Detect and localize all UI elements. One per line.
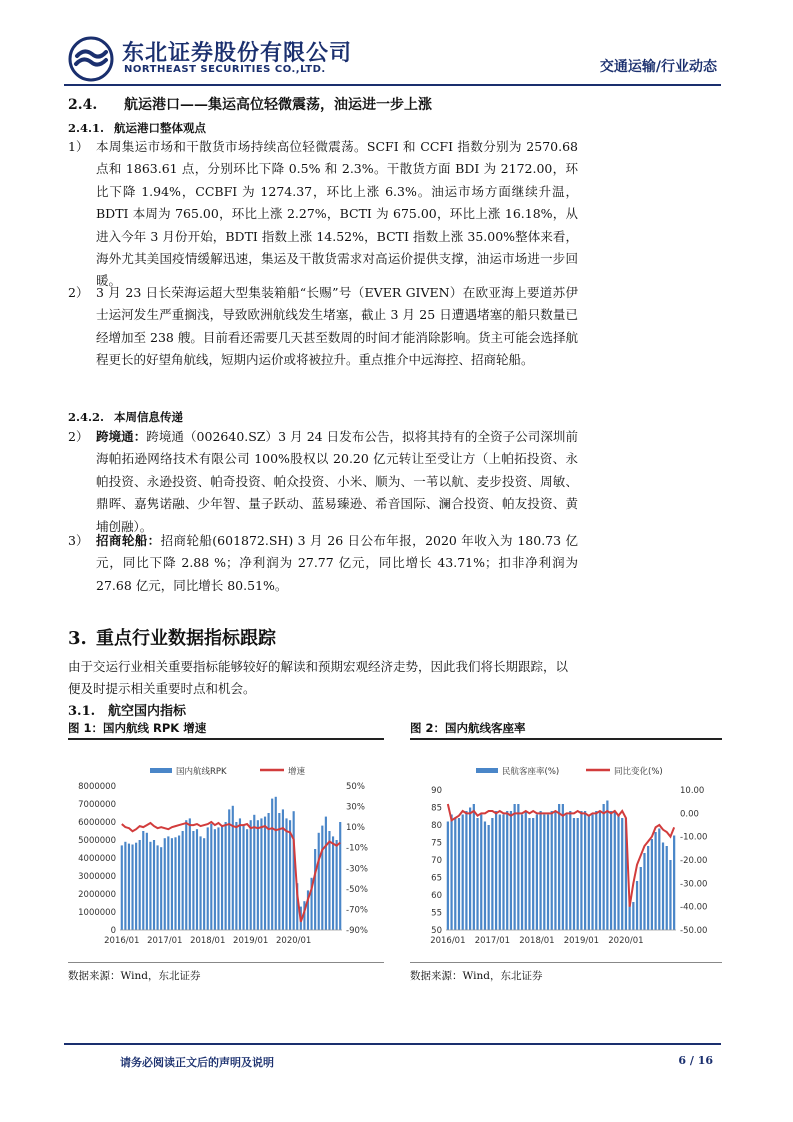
y-tick-label: 1000000 [78, 908, 116, 918]
bar [139, 840, 141, 930]
bar [275, 797, 277, 930]
bar [584, 811, 586, 930]
bar [669, 860, 671, 930]
header-divider [64, 84, 721, 86]
list-item [68, 282, 578, 372]
bar [495, 811, 497, 930]
bar [228, 809, 230, 930]
bar [476, 818, 478, 930]
y-tick-label: 4000000 [78, 854, 116, 864]
y-tick-label: 90 [431, 786, 442, 796]
bar [192, 831, 194, 930]
legend-line-label: 同比变化(%) [614, 767, 663, 777]
bar [235, 822, 237, 930]
y-tick-label: 75 [431, 838, 442, 849]
bar [146, 833, 148, 930]
x-tick-label: 2018/01 [519, 936, 555, 946]
bar [454, 818, 456, 930]
y-tick-label: 60 [431, 891, 442, 901]
y-tick-label: 85 [431, 803, 442, 814]
bar [232, 806, 234, 930]
y-tick-label: 50 [431, 926, 442, 936]
y2-tick-label: 10.00 [680, 786, 705, 796]
bar [314, 849, 316, 930]
list-content: 跨境通（002640.SZ）3 月 24 日发布公告，拟将其持有的全资子公司深圳前海帕拓逊网络技术有限公司 100%股权以 20.20 亿元转让至受让方（上帕拓投资、永帕投资、永逊投资、帕奇投资、帕众投资、小米、顺为、一苇以航、麦步投资、周敏、鼎晖、嘉隽诺融、少年智、量子跃动、蓝易臻逊、希音国际、澜合投资、帕友投资、黄埔创融）。 [96, 429, 578, 534]
bar [260, 818, 262, 930]
page-number: 6 / 16 [678, 1054, 713, 1067]
bar [131, 845, 133, 931]
figure-2-source: 数据来源：Wind，东北证券 [410, 970, 543, 982]
bar [264, 817, 266, 930]
bar [178, 836, 180, 931]
bar [318, 833, 320, 930]
bar [271, 799, 273, 930]
bar [465, 811, 467, 930]
bar [257, 820, 259, 930]
report-category: 交通运输/行业动态 [599, 59, 717, 75]
list-item [68, 530, 578, 597]
bar [588, 815, 590, 931]
subsection-heading-3-1 [68, 700, 186, 719]
bar [654, 832, 656, 930]
bar [214, 829, 216, 930]
bar [640, 867, 642, 930]
bar [547, 815, 549, 931]
bar [599, 811, 601, 930]
y2-tick-label: -50.00 [680, 926, 708, 936]
subsection-number: 2.4.2. [68, 410, 105, 424]
bar [539, 811, 541, 930]
x-tick-label: 2016/01 [430, 936, 466, 946]
bar [517, 804, 519, 930]
bar [221, 826, 223, 930]
bar [617, 815, 619, 931]
bar [528, 818, 530, 930]
bar [285, 818, 287, 930]
y-tick-label: 5000000 [78, 836, 116, 846]
y2-tick-label: -10.00 [680, 832, 708, 843]
y-tick-label: 8000000 [78, 782, 116, 792]
y-tick-label: 7000000 [78, 800, 116, 810]
y-tick-label: 6000000 [78, 818, 116, 828]
bar [447, 822, 449, 931]
list-content: 招商轮船(601872.SH) 3 月 26 日公布年报，2020 年收入为 180.73 亿元，同比下降 2.88 %；净利润为 27.77 亿元，同比增长 43.71%；扣非净利润为 27.68 亿元，同比增长 80.51%。 [96, 533, 578, 593]
bar [135, 843, 137, 930]
bar [149, 842, 151, 930]
bar [562, 804, 564, 930]
bar [462, 815, 464, 931]
bar [160, 847, 162, 930]
section-heading-2-4 [68, 94, 432, 114]
bar [536, 815, 538, 931]
figure-1-bottom-rule [68, 962, 384, 963]
legend-bar-swatch [150, 768, 172, 773]
list-item [68, 426, 578, 538]
y-tick-label: 70 [431, 856, 442, 866]
bar [278, 813, 280, 930]
bar [521, 815, 523, 931]
bar [325, 817, 327, 930]
legend-bar-swatch [476, 768, 498, 773]
bar [185, 820, 187, 930]
subsection-title: 本周信息传递 [114, 410, 183, 424]
bar [610, 811, 612, 930]
x-tick-label: 2017/01 [474, 936, 511, 946]
bar [174, 837, 176, 930]
bar [246, 829, 248, 930]
bar [488, 825, 490, 930]
subsection-heading-2-4-1 [68, 120, 206, 136]
list-label: 跨境通： [96, 429, 147, 444]
y2-tick-label: -50% [346, 884, 368, 895]
bar [591, 815, 593, 931]
bar [239, 818, 241, 930]
list-item [68, 136, 578, 293]
section-title: 航运港口——集运高位轻微震荡，油运进一步上涨 [124, 97, 432, 113]
x-tick-label: 2020/01 [608, 936, 644, 946]
bar [651, 839, 653, 930]
list-text [96, 426, 578, 538]
y-tick-label: 2000000 [78, 890, 116, 900]
x-tick-label: 2016/01 [104, 936, 140, 946]
bar [217, 827, 219, 930]
bar [450, 815, 452, 931]
legend-bar-label: 国内航线RPK [176, 767, 227, 777]
bar [469, 808, 471, 931]
y-tick-label: 80 [431, 821, 442, 831]
bar [532, 818, 534, 930]
bar [268, 813, 270, 930]
bar [658, 829, 660, 931]
bar [189, 818, 191, 930]
bar [289, 820, 291, 930]
bar [643, 853, 645, 930]
y2-tick-label: -10% [346, 843, 368, 854]
subsection-number: 3.1. [68, 704, 96, 719]
y2-tick-label: 10% [346, 823, 365, 834]
bar [580, 811, 582, 930]
y2-tick-label: -30% [346, 864, 368, 875]
x-tick-label: 2019/01 [233, 936, 269, 946]
y2-tick-label: 0.00 [680, 809, 699, 820]
bar [506, 811, 508, 930]
bar [614, 811, 616, 930]
y-tick-label: 55 [431, 908, 442, 919]
bar [499, 815, 501, 931]
bar [196, 829, 198, 930]
y2-tick-label: -90% [346, 926, 368, 936]
bar [153, 840, 155, 930]
bar [595, 811, 597, 930]
x-tick-label: 2018/01 [190, 936, 226, 946]
bar [510, 811, 512, 930]
bar [458, 818, 460, 930]
bar [167, 836, 169, 930]
bar [551, 811, 553, 930]
subsection-heading-2-4-2 [68, 409, 183, 425]
bar [171, 838, 173, 930]
footer-divider [64, 1043, 721, 1045]
bar [636, 881, 638, 930]
bar [242, 826, 244, 930]
x-tick-label: 2017/01 [147, 936, 183, 946]
bar [603, 804, 605, 930]
bar [142, 831, 144, 930]
bar [573, 818, 575, 930]
company-name-en: NORTHEAST SECURITIES CO.,LTD. [124, 64, 326, 75]
subsection-title: 航空国内指标 [108, 704, 187, 719]
y2-tick-label: 50% [346, 782, 365, 792]
bar [565, 815, 567, 931]
bar [157, 845, 159, 930]
bar [182, 831, 184, 930]
bar [332, 836, 334, 930]
bar [673, 836, 675, 931]
bar [662, 843, 664, 931]
bar [577, 818, 579, 930]
bar [558, 804, 560, 930]
bar [606, 801, 608, 931]
bar [491, 818, 493, 930]
bar [225, 822, 227, 930]
list-index: 2） [68, 285, 89, 300]
subsection-number: 2.4.1. [68, 121, 105, 135]
disclaimer-note: 请务必阅读正文后的声明及说明 [120, 1056, 274, 1069]
list-text: 本周集运市场和干散货市场持续高位轻微震荡。SCFI 和 CCFI 指数分别为 2570.68 点和 1863.61 点，分别环比下降 0.5% 和 2.3%。干散货方面 BDI 为 2172.00，环比下降 1.94%，CCBFI 为 1274.37，环比上涨 6.3%。油运市场方面继续升温， BDTI 本周为 765.00，环比上涨 2.27%，BCTI 为 675.00，环比上涨 16.18%，从进入今年 3 月份开始，BDTI 指数上涨 14.52%，BCTI 指数上涨 35.00%整体来看，海外尤其美国疫情缓解迅速，集运及干散货需求对高运价提供支撑，油运市场进一步回暖。 [96, 139, 578, 289]
bar [210, 824, 212, 930]
bar [569, 811, 571, 930]
y-tick-label: 65 [431, 873, 442, 884]
bar [339, 822, 341, 930]
y-tick-label: 0 [110, 926, 116, 936]
y2-tick-label: -70% [346, 905, 368, 916]
list-text: 3 月 23 日长荣海运超大型集装箱船“长赐”号（EVER GIVEN）在欧亚海上要道苏伊士运河发生严重搁浅，导致欧洲航线发生堵塞，截止 3 月 25 日遭遇堵塞的船只数量已经增加至 238 艘。目前看还需要几天甚至数周的时间才能消除影响。货主可能会选择航程更长的好望角航线，短期内运价或将被拉升。重点推介中远海控、招商轮船。 [96, 285, 578, 368]
y2-tick-label: -30.00 [680, 879, 708, 890]
section-intro: 由于交运行业相关重要指标能够较好的解读和预期宏观经济走势，因此我们将长期跟踪，以便及时提示相关重要时点和机会。 [68, 659, 569, 696]
list-index: 3） [68, 533, 89, 548]
y2-tick-label: -40.00 [680, 902, 708, 913]
figure-1-source: 数据来源：Wind，东北证券 [68, 970, 201, 982]
bar [253, 815, 255, 930]
list-index: 1） [68, 139, 89, 154]
bar [647, 846, 649, 930]
bar [124, 842, 126, 930]
list-text [96, 530, 578, 597]
bar [199, 836, 201, 930]
figure-1-chart [68, 750, 384, 950]
x-tick-label: 2020/01 [276, 936, 312, 946]
y-tick-label: 3000000 [78, 872, 116, 882]
company-logo-icon [68, 36, 114, 82]
section-title: 重点行业数据指标跟踪 [96, 628, 276, 649]
figure-1-top-rule [68, 738, 384, 740]
figure-2-bottom-rule [410, 962, 722, 963]
bar [336, 840, 338, 930]
x-tick-label: 2019/01 [563, 936, 600, 946]
figure-2-chart [410, 750, 722, 950]
bar [328, 831, 330, 930]
y2-tick-label: 30% [346, 802, 365, 813]
figure-2-title: 图 2：国内航线客座率 [410, 721, 526, 735]
list-index: 2） [68, 429, 89, 444]
figure-2-top-rule [410, 738, 722, 740]
legend-bar-label: 民航客座率(%) [502, 767, 560, 777]
legend-line-label: 增速 [288, 767, 306, 777]
bar [554, 811, 556, 930]
bar [666, 846, 668, 930]
bar [514, 804, 516, 930]
bar [543, 815, 545, 931]
bar [128, 844, 130, 930]
bar [164, 838, 166, 930]
bar [621, 818, 623, 930]
bar [121, 845, 123, 930]
section-number: 3. [68, 628, 87, 649]
subsection-title: 航运港口整体观点 [114, 121, 206, 135]
bar [250, 820, 252, 930]
bar [207, 827, 209, 930]
figure-1-title: 图 1：国内航线 RPK 增速 [68, 721, 207, 735]
bar [525, 811, 527, 930]
section-number: 2.4. [68, 97, 98, 113]
section-heading-3 [68, 624, 276, 650]
bar [473, 804, 475, 930]
company-name-cn: 东北证券股份有限公司 [122, 41, 353, 66]
bar [632, 902, 634, 930]
bar [502, 815, 504, 931]
bar [293, 811, 295, 930]
list-label: 招商轮船： [96, 533, 161, 548]
y2-tick-label: -20.00 [680, 856, 708, 866]
bar [203, 838, 205, 930]
bar [321, 826, 323, 930]
bar [484, 822, 486, 931]
bar [480, 815, 482, 931]
